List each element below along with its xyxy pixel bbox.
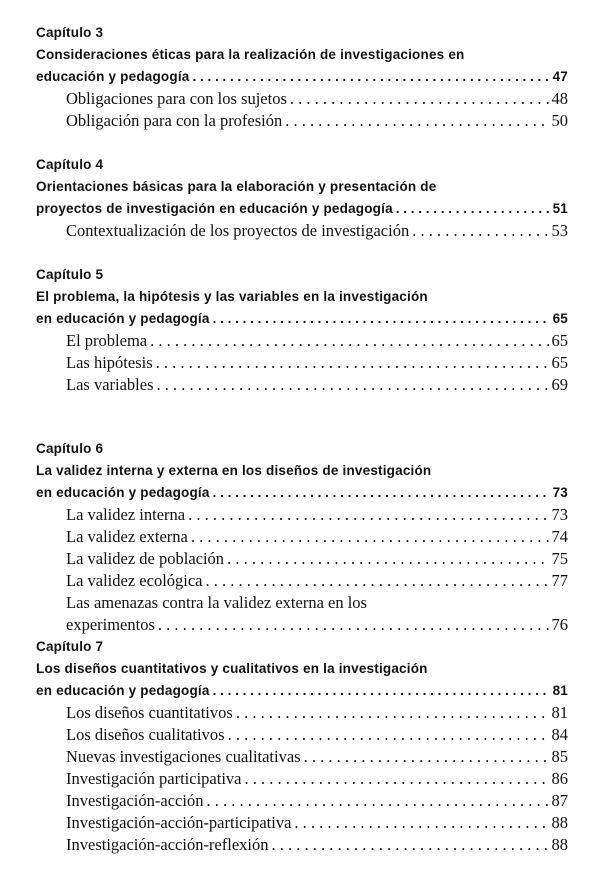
chapter-4 <box>36 154 568 242</box>
section-title: La validez de población <box>66 549 225 568</box>
chapter-title: La validez interna y externa en los diseños de investigación <box>36 463 432 478</box>
section-title: La validez externa <box>66 527 188 546</box>
section-title: Investigación-acción-participativa <box>66 813 292 832</box>
toc-entry <box>66 526 568 548</box>
dot-leader <box>396 198 550 220</box>
section-page-number: 73 <box>551 505 568 524</box>
chapter-title-entry <box>36 308 568 330</box>
chapter-title-last-line: educación y pedagogía <box>36 69 190 84</box>
section-page-number: 75 <box>551 549 568 568</box>
toc-entry <box>66 220 568 242</box>
dot-leader <box>290 88 549 110</box>
section-title: Obligaciones para con los sujetos <box>66 89 287 108</box>
dot-leader <box>150 330 548 352</box>
chapter-label: Capítulo 7 <box>36 639 104 654</box>
chapter-title-entry <box>36 482 568 504</box>
section-title: El problema <box>66 331 148 350</box>
section-title: Las hipótesis <box>66 353 153 372</box>
toc-entry <box>66 746 568 768</box>
section-page-number: 87 <box>551 791 568 810</box>
section-page-number: 85 <box>551 747 568 766</box>
section-page-number: 84 <box>551 725 568 744</box>
dot-leader <box>158 614 549 636</box>
section-page-number: 86 <box>551 769 568 788</box>
dot-leader <box>227 548 548 570</box>
section-page-number: 50 <box>551 111 568 130</box>
section-title: Investigación participativa <box>66 769 242 788</box>
toc-entry <box>66 614 568 636</box>
chapter-title-last-line: proyectos de investigación en educación y pedagogía <box>36 201 393 216</box>
dot-leader <box>188 504 548 526</box>
section-title: Contextualización de los proyectos de investigación <box>66 221 410 240</box>
section-title: La validez ecológica <box>66 571 203 590</box>
section-page-number: 88 <box>551 813 568 832</box>
section-title: Obligación para con la profesión <box>66 111 283 130</box>
chapter-label: Capítulo 5 <box>36 267 104 282</box>
chapter-title-entry <box>36 680 568 702</box>
section-page-number: 81 <box>551 703 568 722</box>
toc-entry <box>66 724 568 746</box>
toc-entry <box>66 834 568 856</box>
toc-entry <box>66 570 568 592</box>
toc-entry <box>66 812 568 834</box>
dot-leader <box>192 66 549 88</box>
chapter-title: Orientaciones básicas para la elaboración y presentación de <box>36 179 437 194</box>
chapter-title-entry <box>36 198 568 220</box>
toc-entry <box>66 330 568 352</box>
dot-leader <box>191 526 549 548</box>
dot-leader <box>244 768 548 790</box>
dot-leader <box>206 570 549 592</box>
chapter-title: Los diseños cuantitativos y cualitativos en la investigación <box>36 661 428 676</box>
section-page-number: 65 <box>551 331 568 350</box>
chapter-page-number: 65 <box>552 311 568 326</box>
chapter-label: Capítulo 6 <box>36 441 104 456</box>
toc-entry <box>66 548 568 570</box>
dot-leader <box>236 702 549 724</box>
dot-leader <box>285 110 548 132</box>
dot-leader <box>412 220 548 242</box>
section-page-number: 69 <box>551 375 568 394</box>
chapter-5 <box>36 264 568 396</box>
section-title-line-1: Las amenazas contra la validez externa en los <box>66 593 367 612</box>
section-title: Nuevas investigaciones cualitativas <box>66 747 301 766</box>
toc-entry <box>66 768 568 790</box>
section-page-number: 65 <box>551 353 568 372</box>
chapter-title: Consideraciones éticas para la realización de investigaciones en <box>36 47 465 62</box>
toc-entry <box>66 790 568 812</box>
dot-leader <box>228 724 549 746</box>
section-title-line-2: experimentos <box>66 615 155 634</box>
section-title: Investigación-acción <box>66 791 204 810</box>
chapter-title-entry <box>36 66 568 88</box>
section-title: Investigación-acción-reflexión <box>66 835 269 854</box>
toc-entry <box>66 702 568 724</box>
section-title: Las variables <box>66 375 154 394</box>
dot-leader <box>272 834 549 856</box>
section-page-number: 48 <box>551 89 568 108</box>
section-title: La validez interna <box>66 505 186 524</box>
dot-leader <box>213 308 550 330</box>
toc-entry <box>66 504 568 526</box>
section-page-number: 77 <box>551 571 568 590</box>
chapter-page-number: 47 <box>552 69 568 84</box>
chapter-title-last-line: en educación y pedagogía <box>36 311 210 326</box>
chapter-title-last-line: en educación y pedagogía <box>36 485 210 500</box>
chapter-page-number: 73 <box>552 485 568 500</box>
section-page-number: 74 <box>551 527 568 546</box>
dot-leader <box>213 680 550 702</box>
section-page-number: 88 <box>551 835 568 854</box>
chapter-6 <box>36 438 568 636</box>
chapter-title-last-line: en educación y pedagogía <box>36 683 210 698</box>
dot-leader <box>157 374 549 396</box>
chapter-7 <box>36 636 568 856</box>
section-page-number: 53 <box>551 221 568 240</box>
chapter-label: Capítulo 4 <box>36 157 104 172</box>
dot-leader <box>294 812 548 834</box>
dot-leader <box>206 790 548 812</box>
toc-entry <box>66 352 568 374</box>
dot-leader <box>213 482 550 504</box>
section-title: Los diseños cuantitativos <box>66 703 233 722</box>
toc-entry <box>66 110 568 132</box>
chapter-page-number: 51 <box>552 201 568 216</box>
dot-leader <box>304 746 549 768</box>
toc-entry <box>66 374 568 396</box>
chapter-title: El problema, la hipótesis y las variables en la investigación <box>36 289 428 304</box>
section-page-number: 76 <box>551 615 568 634</box>
toc-entry <box>66 88 568 110</box>
chapter-3 <box>36 22 568 132</box>
chapter-label: Capítulo 3 <box>36 25 104 40</box>
section-title: Los diseños cualitativos <box>66 725 225 744</box>
chapter-page-number: 81 <box>552 683 568 698</box>
dot-leader <box>156 352 549 374</box>
